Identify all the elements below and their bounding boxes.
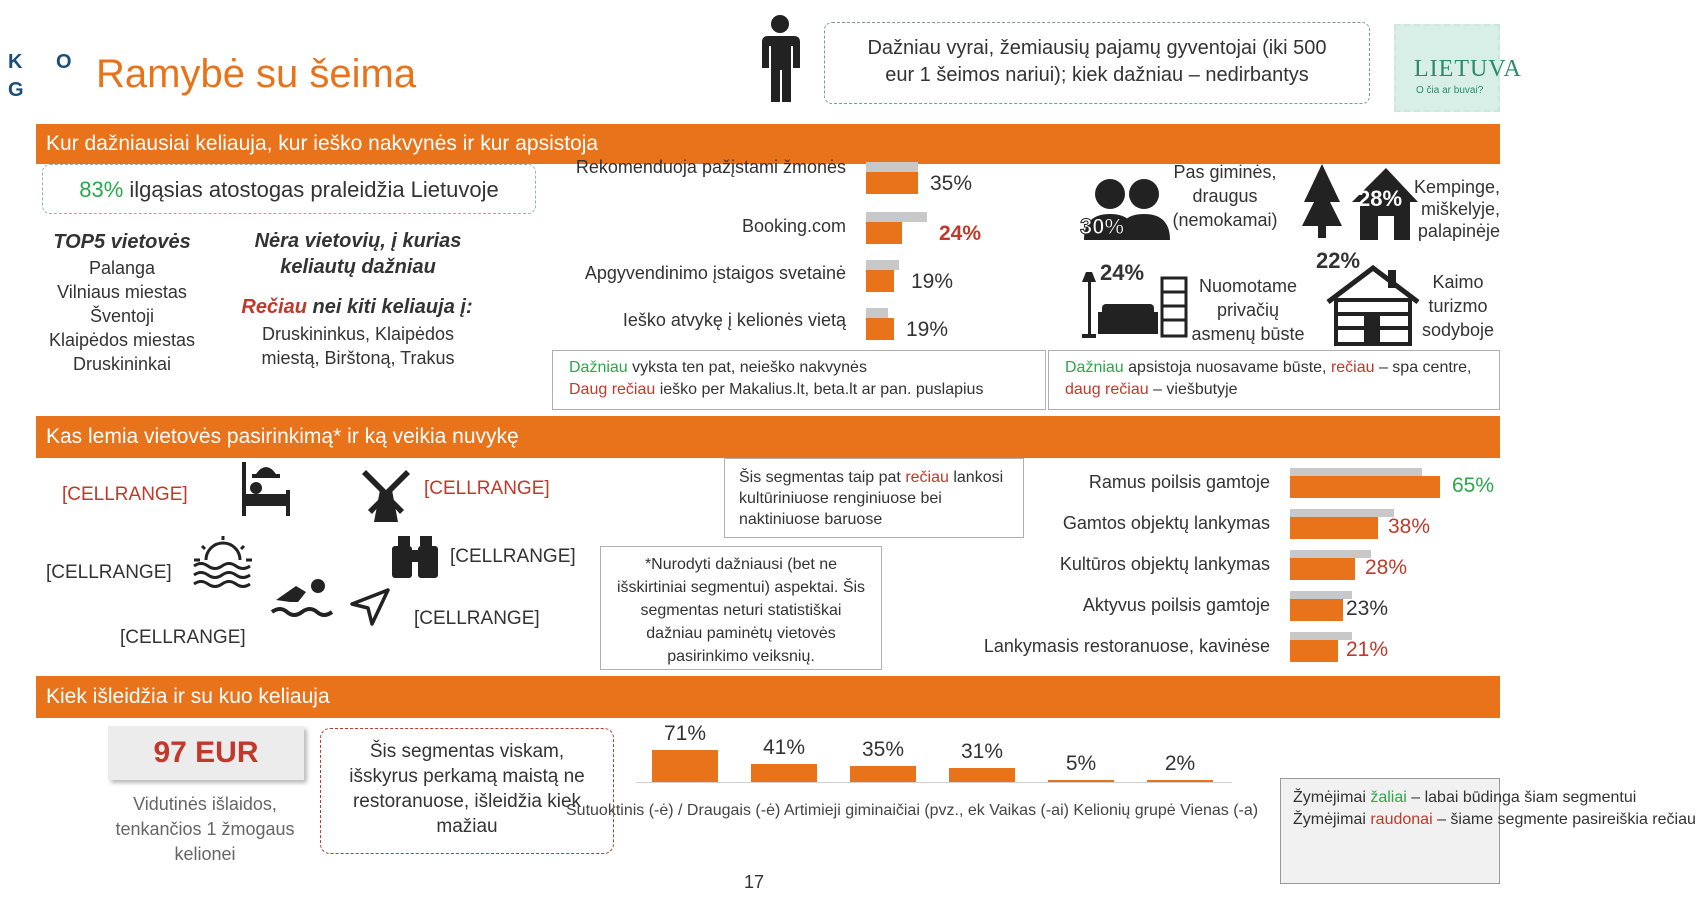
sofa-lamp-icon [1080,268,1190,340]
section-band-spending [36,676,1500,718]
profile-text: Dažniau vyrai, žemiausių pajamų gyventojai (iki 500 eur 1 šeimos nariui); kiek dažniau – nedirbantys [867,37,1327,86]
activity-label: Lankymasis restoranuose, kavinėse [983,636,1270,656]
bar-value-label: 19% [911,270,954,293]
search-note-colored-1: Dažniau [569,359,628,376]
comparison-bar [866,308,888,318]
bar-value-label: 71% [663,722,707,745]
stay-note-w1: Dažniau [1065,359,1124,376]
value-bar [1290,640,1338,662]
stay-note-w3: daug rečiau [1065,381,1149,398]
companions-baseline [636,782,1232,783]
bar-value-label: 28% [1365,556,1408,579]
legend-box [1280,778,1696,884]
bar-value-label: 2% [1164,752,1196,775]
value-bar [866,318,894,340]
legend-text-3: Žymėjimai [1293,811,1371,828]
activity-label: Aktyvus poilsis gamtoje [1082,595,1270,615]
companions-chart [566,720,1259,830]
lietuva-logo [1394,24,1522,112]
kog-logo [8,48,86,104]
no-places-text: Nėra vietovių, į kurias keliautų dažniau [254,230,462,278]
activity-label: Kultūros objektų lankymas [1059,554,1270,574]
list-item: Druskininkai [72,354,172,374]
rarely-word: Rečiau [241,296,307,318]
comparison-bar [1290,591,1352,599]
bar-value-label: 31% [960,740,1004,763]
hotel-bed-icon [236,460,296,518]
list-item: Šventoji [89,306,155,326]
bar-value-label: 65% [1452,474,1495,497]
spend-note-box [320,728,614,854]
spend-label: Vidutinės išlaidos, tenkančios 1 žmogaus kelionei [115,794,295,864]
accommodation-block [1062,158,1500,348]
search-note-text-1: vyksta ten pat, neieško nakvynės [627,359,867,376]
comparison-bar [866,260,899,270]
bar-value-label: 35% [861,738,905,761]
activity-label: Ramus poilsis gamtoje [1088,472,1270,492]
person-icon [752,14,808,104]
cellrange-label: [CELLRANGE] [450,546,576,567]
page-title: Ramybė su šeima [96,52,417,96]
search-label: Booking.com [741,216,846,236]
profile-box [824,22,1370,104]
value-bar [866,172,918,194]
legend-text-2: – labai būdinga šiam segmentui [1406,789,1637,806]
sunset-sea-icon [192,534,254,590]
bar-value-label: 21% [1346,638,1389,661]
comparison-bar [1290,632,1352,640]
logo-line-2: G [8,79,38,101]
search-label: Ieško atvykę į kelionės vietą [622,310,846,330]
camping-pct: 28% [1358,186,1403,211]
list-item: Vilniaus miestas [57,282,187,302]
comparison-bar [1290,468,1422,476]
search-note-box [552,350,1046,410]
cellrange-label: [CELLRANGE] [46,562,172,583]
cellrange-label: [CELLRANGE] [120,627,246,648]
section-title-spending: Kiek išleidžia ir su kuo keliauja [46,685,330,708]
logo-line-1: K O [8,51,86,73]
bar-value-label: 38% [1388,515,1431,538]
comparison-bar [1290,550,1371,558]
comparison-bar [1290,509,1394,517]
bar-value-label: 24% [939,222,982,245]
cellrange-label: [CELLRANGE] [62,484,188,505]
bar-value-label: 41% [762,736,806,759]
brand-name: LIETUVA [1414,56,1522,82]
highlight-text: ilgąsias atostogas praleidžia Lietuvoje [123,177,499,202]
value-bar [850,766,916,782]
rent-label: Nuomotame privačių asmenų būste [1191,276,1305,344]
family-pct: 30% [1080,214,1125,239]
stay-note-t1: apsistoja nuosavame būste, [1123,359,1331,376]
bar-value-label: 35% [930,172,973,195]
highlight-box [42,164,536,214]
search-note-colored-2: Daug rečiau [569,381,656,398]
binoculars-icon [390,534,440,580]
log-cabin-icon [1324,266,1422,346]
cellrange-label: [CELLRANGE] [424,478,550,499]
page-number: 17 [744,872,765,892]
stay-note-box [1048,350,1500,410]
bar-value-label: 19% [906,318,949,341]
value-bar [1290,517,1378,539]
value-bar [1048,780,1114,782]
value-bar [866,222,902,244]
stay-note-t2: – spa centre, [1374,359,1472,376]
village-pct: 22% [1316,248,1361,273]
rarely-rest: nei kiti keliauja į: [306,296,473,318]
bar-value-label: 23% [1346,597,1389,620]
section-band-choice [36,416,1500,458]
spend-value: 97 EUR [153,736,259,769]
camping-label: Kempinge, miškelyje, palapinėje [1414,177,1501,241]
value-bar [751,764,817,782]
top5-title: TOP5 vietovės [53,231,191,253]
footnote-box [600,546,882,670]
windmill-icon [360,464,412,524]
value-bar [1290,558,1355,580]
search-label: Rekomenduoja pažįstami žmonės [575,157,846,177]
value-bar [652,750,718,782]
search-label: Apgyvendinimo įstaigos svetainė [584,263,846,283]
legend-red-word: raudonai [1370,811,1433,828]
brand-slogan: O čia ar buvai? [1416,85,1484,96]
comparison-bar [866,162,918,172]
top5-list [30,230,214,376]
bar-value-label: 5% [1065,752,1097,775]
companions-category-labels: Sutuoktinis (-ė) / Draugais (-ė) Artimieji giminaičiai (pvz., ek Vaikas (-ai) Kelionių grupė Vienas (-a) [566,802,1259,819]
activity-label: Gamtos objektų lankymas [1062,513,1270,533]
value-bar [1290,476,1440,498]
section-title-choice: Kas lemia vietovės pasirinkimą* ir ką veikia nuvykę [46,425,519,448]
value-bar [866,270,894,292]
culture-note-red: rečiau [905,469,949,486]
search-chart [540,156,1010,346]
list-item: Palanga [88,258,156,278]
value-bar [1147,780,1213,782]
navigation-arrow-icon [348,586,392,628]
rarely-heading [222,296,492,319]
legend-green-word: žaliai [1370,789,1407,806]
legend-text-4: – šiame segmente pasireiškia rečiau [1432,811,1696,828]
village-label: Kaimo turizmo sodyboje [1421,272,1495,340]
rent-pct: 24% [1100,260,1145,285]
family-label: Pas giminės, draugus (nemokamai) [1172,162,1278,230]
value-bar [949,768,1015,782]
spend-value-box [108,726,304,780]
stay-note-t3: – viešbutyje [1148,381,1238,398]
footnote-text: *Nurodyti dažniausi (bet ne išskirtiniai segmentui) aspektai. Šis segmentas neturi statistiškai dažniau paminėtų vietovės pasirinkimo veiksnių. [616,556,866,665]
list-item: Klaipėdos miestas [48,330,196,350]
culture-note-2: lankosi kultūriniuose renginiuose bei naktiniuose baruose [739,469,1004,528]
comparison-bar [866,212,927,222]
section-title-travel: Kur dažniausiai keliauja, kur ieško nakvynės ir kur apsistoja [46,132,599,155]
culture-note-1: Šis segmentas taip pat [739,469,906,486]
search-note-text-2: ieško per Makalius.lt, beta.lt ar pan. puslapius [655,381,984,398]
rarely-places: Druskininkus, Klaipėdos miestą, Birštoną, Trakus [261,324,455,368]
value-bar [1290,599,1343,621]
activities-chart [900,464,1500,670]
stay-note-w2: rečiau [1330,359,1375,376]
highlight-pct: 83% [79,177,124,202]
spend-note: Šis segmentas viskam, išskyrus perkamą maistą ne restoranuose, išleidžia kiek mažiau [349,741,585,837]
cellrange-label: [CELLRANGE] [414,608,540,629]
legend-text-1: Žymėjimai [1293,789,1371,806]
swimmer-icon [270,574,334,618]
